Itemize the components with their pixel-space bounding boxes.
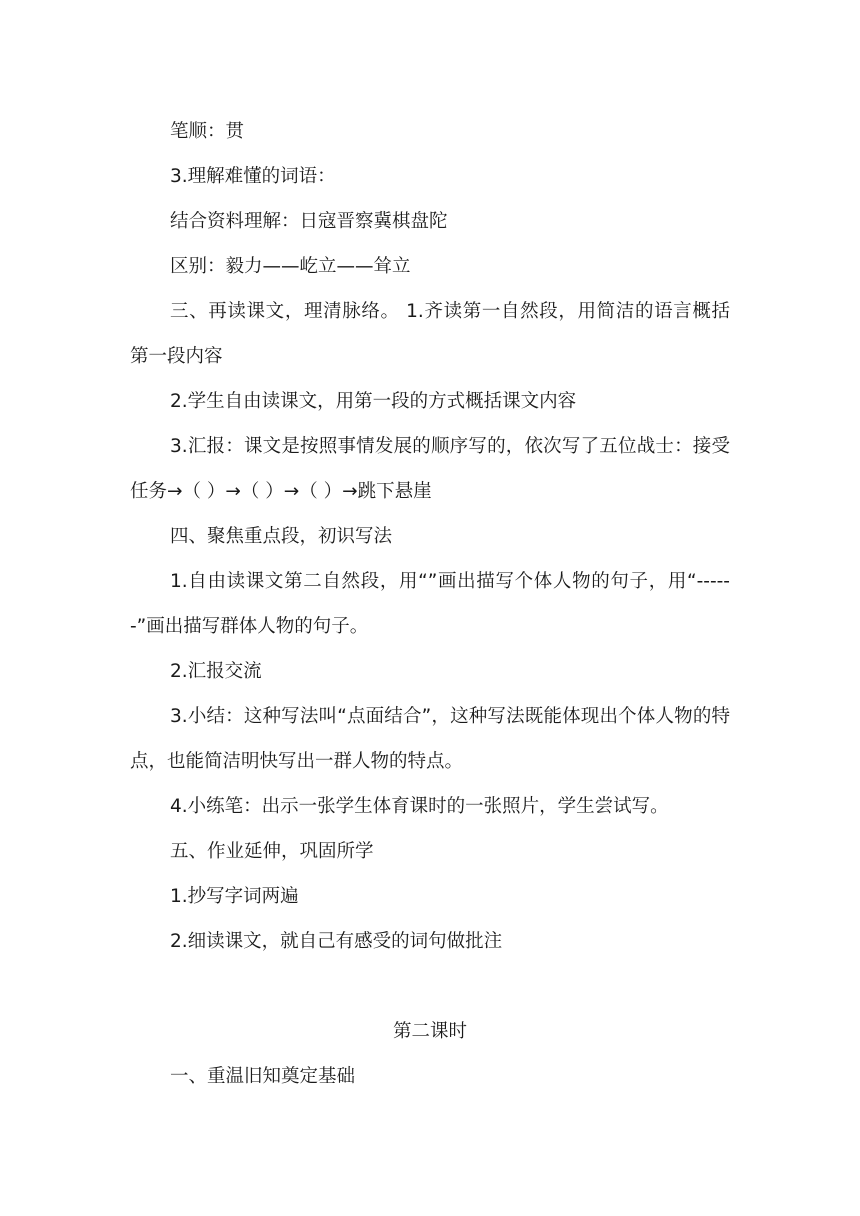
paragraph-report-exchange: 2.汇报交流 [170, 661, 262, 682]
document-body [130, 109, 730, 1099]
blank-line [130, 964, 730, 1009]
paragraph-summary: 3.小结：这种写法叫“点面结合”，这种写法既能体现出个体人物的特点，也能简洁明快写出一群人物的特点。 [130, 706, 730, 772]
paragraph-section-three: 三、再读课文，理清脉络。 1.齐读第一自然段，用简洁的语言概括第一段内容 [130, 301, 730, 367]
paragraph-report: 3.汇报：课文是按照事情发展的顺序写的，依次写了五位战士：接受任务→（ ）→（ ）→（ ）→跳下悬崖 [130, 436, 730, 502]
paragraph-word-distinction: 区别：毅力——屹立——耸立 [170, 256, 411, 277]
paragraph-difficult-words: 3.理解难懂的词语： [170, 166, 336, 187]
paragraph-copy-words: 1.抄写字词两遍 [170, 886, 299, 907]
paragraph-section-five: 五、作业延伸，巩固所学 [170, 841, 374, 862]
paragraph-review: 一、重温旧知奠定基础 [170, 1066, 356, 1087]
paragraph-stroke-order: 笔顺：贯 [170, 121, 245, 142]
paragraph-annotate: 2.细读课文，就自己有感受的词句做批注 [170, 931, 503, 952]
paragraph-section-four: 四、聚焦重点段，初识写法 [170, 526, 393, 547]
paragraph-mark-sentences: 1.自由读课文第二自然段，用“”画出描写个体人物的句子，用“------”画出描写群体人物的句子。 [130, 571, 730, 637]
paragraph-material-words: 结合资料理解：日寇晋察冀棋盘陀 [170, 211, 448, 232]
section-title: 第二课时 [392, 1021, 467, 1042]
paragraph-writing-practice: 4.小练笔：出示一张学生体育课时的一张照片，学生尝试写。 [170, 796, 669, 817]
paragraph-free-reading: 2.学生自由读课文，用第一段的方式概括课文内容 [170, 391, 577, 412]
